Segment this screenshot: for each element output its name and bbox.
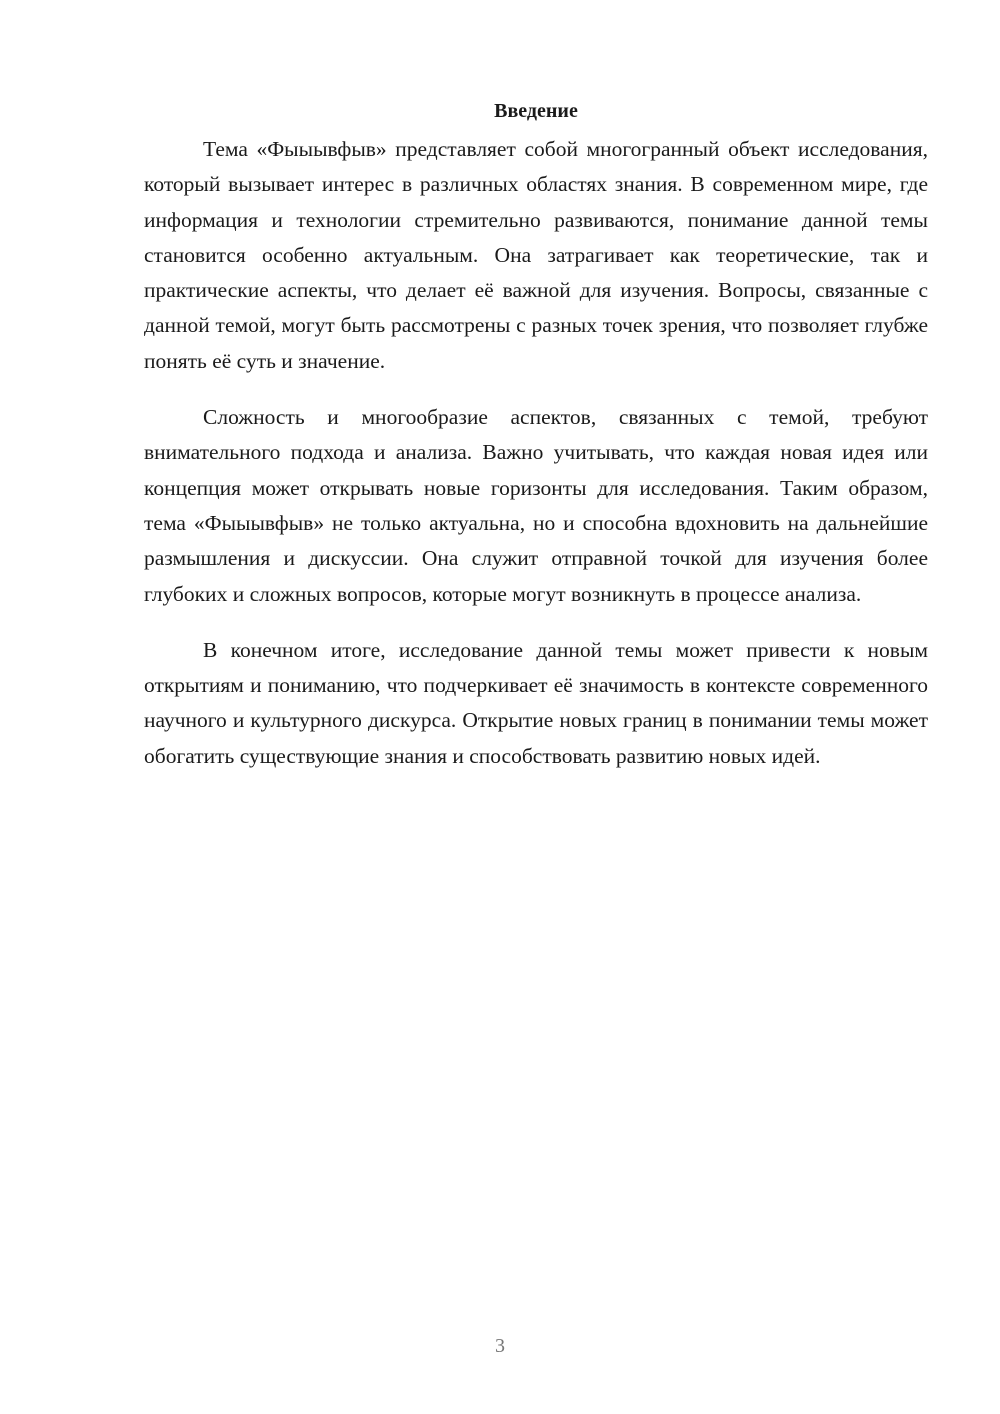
paragraph-1: Тема «Фыыывфыв» представляет собой многогранный объект исследования, который вызывает интерес в различных областях знания. В современном мире, где информация и технологии стремительно развиваются, понимание данной темы становится особенно актуальным. Она затрагивает как теоретические, так и практические аспекты, что делает её важной для изучения. Вопросы, связанные с данной темой, могут быть рассмотрены с разных точек зрения, что позволяет глубже понять её суть и значение. [144,137,928,373]
paragraph-3: В конечном итоге, исследование данной темы может привести к новым открытиям и пониманию, что подчеркивает её значимость в контексте современного научного и культурного дискурса. Открытие новых границ в понимании темы может обогатить существующие знания и способствовать развитию новых идей. [144,637,928,768]
page-content [144,96,928,795]
paragraph-2: Сложность и многообразие аспектов, связанных с темой, требуют внимательного подхода и анализа. Важно учитывать, что каждая новая идея или концепция может открывать новые горизонты для исследования. Таким образом, тема «Фыыывфыв» не только актуальна, но и способна вдохновить на дальнейшие размышления и дискуссии. Она служит отправной точкой для изучения более глубоких и сложных вопросов, которые могут возникнуть в процессе анализа. [144,405,928,606]
section-heading: Введение [494,100,578,122]
page-number: 3 [495,1335,505,1357]
